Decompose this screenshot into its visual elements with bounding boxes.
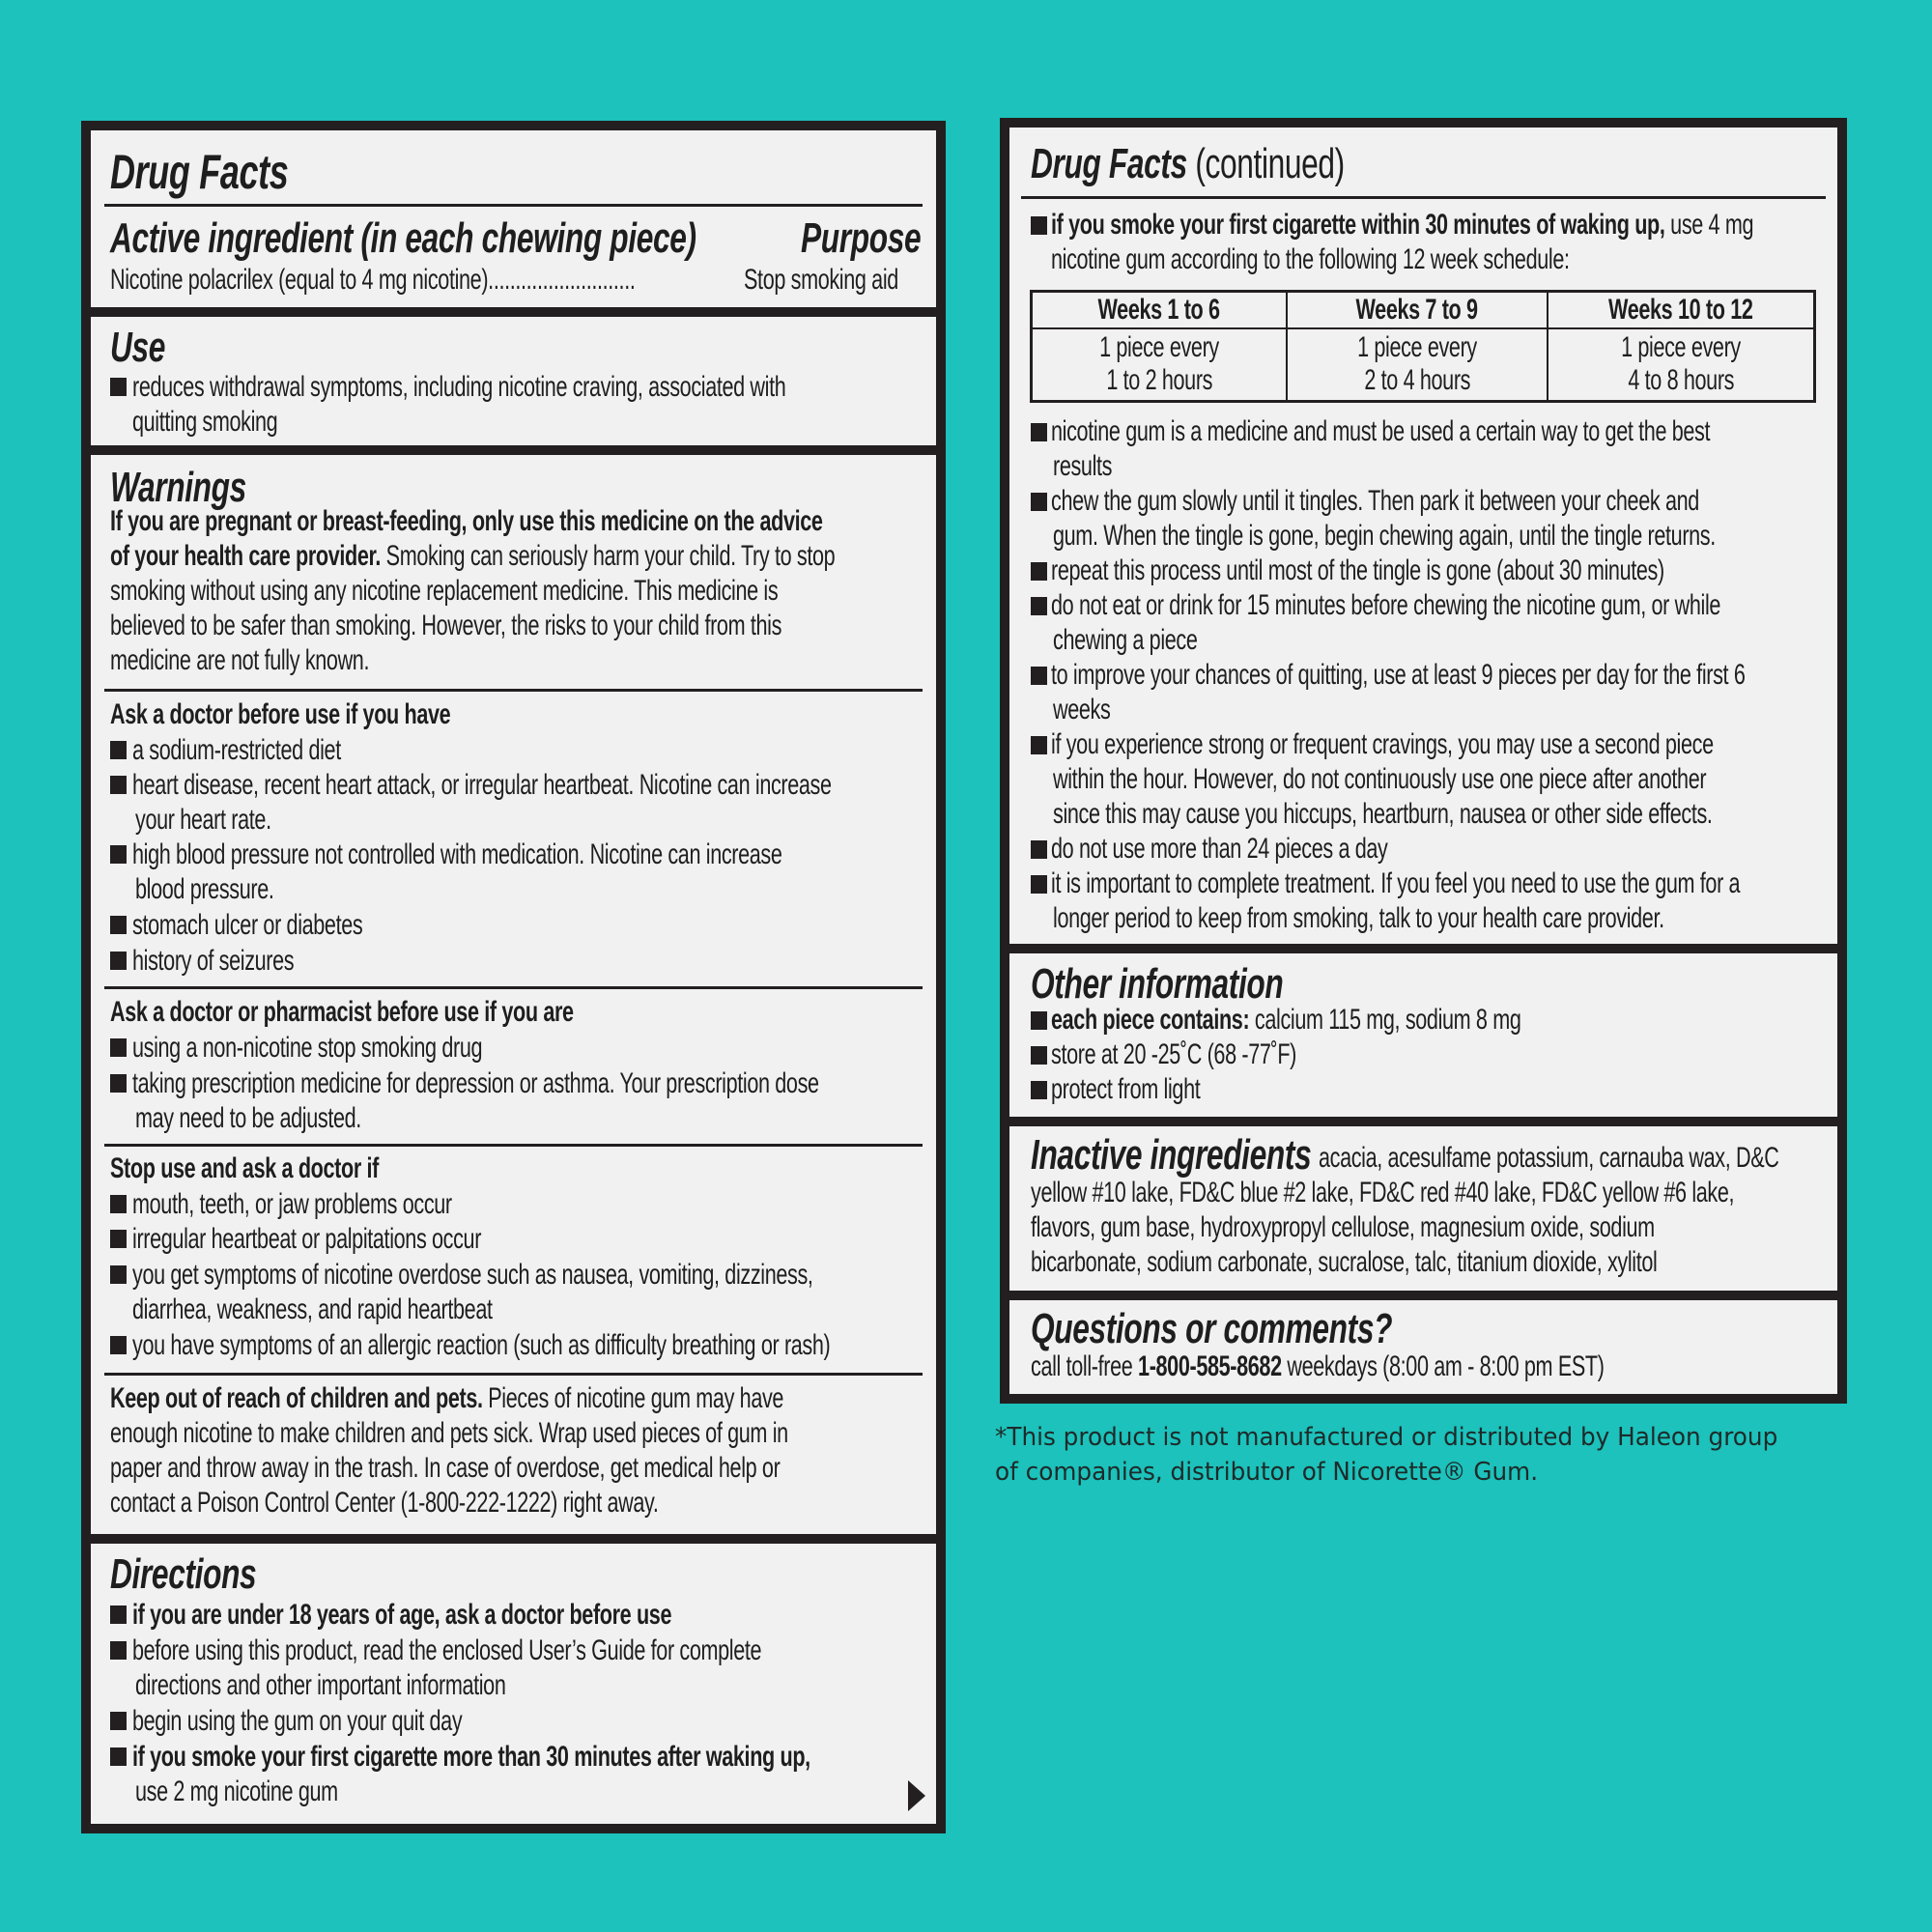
use-item-line: reduces withdrawal symptoms, including nicotine craving, associated with (132, 371, 786, 403)
bullet-icon (110, 378, 127, 396)
bullet-icon (1031, 667, 1047, 685)
schedule-header-cell: Weeks 1 to 6 (1032, 292, 1288, 328)
bullet-icon (1031, 1046, 1047, 1065)
warnings-divider (104, 689, 923, 692)
dot-leader: ........................... (488, 264, 636, 296)
bullet-icon (110, 1038, 127, 1057)
bullet-icon (1031, 875, 1047, 894)
bullet-icon (110, 1712, 127, 1730)
schedule-cell: 1 piece every 4 to 8 hours (1548, 328, 1815, 402)
keep-out-of-reach-rest: Pieces of nicotine gum may have (482, 1382, 784, 1414)
stop-use-item: mouth, teeth, or jaw problems occur (132, 1188, 452, 1220)
questions-section (1009, 1300, 1837, 1394)
dosing-schedule-table (1030, 290, 1816, 403)
active-ingredient-text (110, 266, 635, 295)
disclaimer-footnote (995, 1420, 1777, 1490)
drug-facts-title: Drug Facts (110, 145, 289, 199)
ask-pharmacist-item: may need to be adjusted. (135, 1102, 361, 1134)
bullet-icon (110, 916, 127, 934)
inactive-ingredients-line: acacia, acesulfame potassium, carnauba wax, D&C (1319, 1142, 1779, 1174)
questions-contact-line (1031, 1352, 1605, 1381)
pregnancy-warning-bold: If you are pregnant or breast-feeding, only use this medicine on the advice (110, 505, 823, 537)
bullet-icon (110, 776, 127, 794)
toll-free-label: call toll-free (1031, 1350, 1139, 1382)
active-ingredient-section (91, 130, 936, 307)
ingredient-name: Nicotine polacrilex (equal to 4 mg nicotine) (110, 264, 489, 296)
bullet-icon (1031, 562, 1047, 581)
bullet-icon (110, 1641, 127, 1660)
pregnancy-warning-line: smoking without using any nicotine replacement medicine. This medicine is (110, 575, 779, 607)
title-divider (104, 204, 923, 207)
inactive-ingredients-line: flavors, gum base, hydroxypropyl cellulose, magnesium oxide, sodium (1031, 1211, 1655, 1243)
bullet-icon (110, 1747, 127, 1766)
bullet-icon (1031, 423, 1047, 441)
ask-doctor-item: history of seizures (132, 945, 295, 977)
schedule-intro-line (1051, 211, 1753, 240)
hours-text: weekdays (8:00 am - 8:00 pm EST) (1281, 1350, 1605, 1382)
schedule-row (1032, 328, 1815, 402)
continued-title-suffix: (continued) (1186, 140, 1345, 187)
directions-item: results (1053, 450, 1113, 482)
keep-out-of-reach-line: contact a Poison Control Center (1-800-222-1222) right away. (110, 1487, 659, 1519)
other-information-heading: Other information (1031, 960, 1284, 1008)
pregnancy-warning-bold-2: of your health care provider. (110, 540, 382, 572)
ask-doctor-item: stomach ulcer or diabetes (132, 909, 363, 941)
directions-item: repeat this process until most of the tingle is gone (about 30 minutes) (1051, 554, 1664, 586)
bullet-icon (110, 1074, 127, 1093)
disclaimer-line: of companies, distributor of Nicorette® Gum. (995, 1458, 1539, 1487)
directions-item: to improve your chances of quitting, use at least 9 pieces per day for the first 6 (1051, 659, 1746, 691)
contains-value: calcium 115 mg, sodium 8 mg (1249, 1004, 1521, 1036)
ask-doctor-item: heart disease, recent heart attack, or irregular heartbeat. Nicotine can increase (132, 769, 832, 801)
ask-doctor-item: your heart rate. (135, 804, 271, 836)
inactive-ingredients-line: yellow #10 lake, FD&C blue #2 lake, FD&C red #40 lake, FD&C yellow #6 lake, (1031, 1177, 1735, 1208)
purpose-heading: Purpose (801, 214, 922, 262)
ask-doctor-item: a sodium-restricted diet (132, 734, 341, 766)
stop-use-heading: Stop use and ask a doctor if (110, 1152, 379, 1184)
ask-doctor-item: high blood pressure not controlled with medication. Nicotine can increase (132, 838, 782, 870)
use-section (91, 317, 936, 445)
directions-item: begin using the gum on your quit day (132, 1705, 463, 1737)
questions-heading: Questions or comments? (1031, 1305, 1393, 1352)
directions-section (91, 1544, 936, 1824)
directions-item: it is important to complete treatment. If you feel you need to use the gum for a (1051, 867, 1741, 899)
schedule-intro-rest: use 4 mg (1664, 209, 1754, 241)
directions-item: do not use more than 24 pieces a day (1051, 833, 1388, 865)
use-item-line: quitting smoking (132, 406, 278, 438)
active-ingredient-heading: Active ingredient (in each chewing piece) (110, 214, 696, 262)
directions-item: use 2 mg nicotine gum (135, 1776, 338, 1807)
bullet-icon (110, 952, 127, 970)
keep-out-of-reach-line (110, 1384, 783, 1413)
bullet-icon (1031, 597, 1047, 615)
stop-use-item: you have symptoms of an allergic reaction (such as difficulty breathing or rash) (132, 1329, 831, 1361)
bullet-icon (1031, 1011, 1047, 1030)
directions-item: directions and other important information (135, 1669, 506, 1701)
pregnancy-warning-rest: Smoking can seriously harm your child. Try to stop (381, 540, 836, 572)
schedule-intro-bold: if you smoke your first cigarette within 30 minutes of waking up, (1051, 209, 1665, 241)
directions-heading: Directions (110, 1550, 257, 1598)
drug-facts-continued-title (1031, 140, 1345, 187)
continued-title-bold: Drug Facts (1031, 140, 1187, 187)
directions-item: chew the gum slowly until it tingles. Then park it between your cheek and (1051, 485, 1699, 517)
directions-item: longer period to keep from smoking, talk to your health care provider. (1053, 902, 1664, 934)
bullet-icon (110, 1230, 127, 1248)
phone-number: 1-800-585-8682 (1138, 1350, 1282, 1382)
stop-use-item: you get symptoms of nicotine overdose such as nausea, vomiting, dizziness, (132, 1259, 813, 1291)
use-heading: Use (110, 324, 166, 371)
directions-item: nicotine gum is a medicine and must be used a certain way to get the best (1051, 415, 1711, 447)
purpose-text: Stop smoking aid (744, 264, 898, 296)
bullet-icon (110, 1605, 127, 1624)
title-divider (1021, 196, 1826, 199)
bullet-icon (1031, 493, 1047, 511)
inactive-ingredients-section (1009, 1126, 1837, 1291)
directions-item: since this may cause you hiccups, heartburn, nausea or other side effects. (1053, 798, 1713, 830)
bullet-icon (1031, 840, 1047, 859)
stop-use-item: diarrhea, weakness, and rapid heartbeat (132, 1293, 493, 1325)
directions-item: weeks (1053, 694, 1111, 725)
warnings-heading: Warnings (110, 464, 246, 511)
directions-item: chewing a piece (1053, 624, 1198, 656)
inactive-ingredients-heading: Inactive ingredients (1031, 1131, 1312, 1179)
ask-doctor-heading: Ask a doctor before use if you have (110, 698, 451, 730)
directions-continued-section (1009, 128, 1837, 944)
directions-item: do not eat or drink for 15 minutes before chewing the nicotine gum, or while (1051, 589, 1721, 621)
directions-item: within the hour. However, do not continuously use one piece after another (1053, 763, 1707, 795)
keep-out-of-reach-line: enough nicotine to make children and pets sick. Wrap used pieces of gum in (110, 1417, 788, 1449)
warnings-section (91, 455, 936, 1534)
directions-item: before using this product, read the enclosed User’s Guide for complete (132, 1634, 762, 1666)
bullet-icon (1031, 736, 1047, 754)
contains-label: each piece contains: (1051, 1004, 1250, 1036)
disclaimer-line: *This product is not manufactured or distributed by Haleon group (995, 1423, 1778, 1452)
schedule-header-row (1032, 292, 1815, 328)
bullet-icon (110, 741, 127, 759)
other-information-section (1009, 953, 1837, 1117)
other-info-item: protect from light (1051, 1073, 1201, 1105)
keep-out-of-reach-bold: Keep out of reach of children and pets. (110, 1382, 483, 1414)
schedule-cell: 1 piece every 1 to 2 hours (1032, 328, 1288, 402)
schedule-intro-line: nicotine gum according to the following 12 week schedule: (1051, 243, 1570, 275)
directions-item: if you are under 18 years of age, ask a doctor before use (132, 1599, 672, 1631)
bullet-icon (1031, 1081, 1047, 1099)
ask-pharmacist-item: taking prescription medicine for depression or asthma. Your prescription dose (132, 1067, 819, 1099)
keep-out-of-reach-line: paper and throw away in the trash. In case of overdose, get medical help or (110, 1452, 781, 1484)
stop-use-item: irregular heartbeat or palpitations occur (132, 1223, 482, 1255)
pregnancy-warning-line: medicine are not fully known. (110, 644, 370, 676)
continue-arrow-icon (908, 1780, 925, 1811)
warnings-divider (104, 986, 923, 989)
other-info-item (1051, 1006, 1521, 1035)
directions-item: gum. When the tingle is gone, begin chewing again, until the tingle returns. (1053, 520, 1716, 552)
pregnancy-warning-line: believed to be safer than smoking. However, the risks to your child from this (110, 610, 782, 641)
bullet-icon (110, 1195, 127, 1213)
bullet-icon (110, 845, 127, 864)
bullet-icon (1031, 216, 1047, 235)
bullet-icon (110, 1336, 127, 1354)
ask-pharmacist-item: using a non-nicotine stop smoking drug (132, 1032, 483, 1064)
inactive-ingredients-line: bicarbonate, sodium carbonate, sucralose, talc, titanium dioxide, xylitol (1031, 1246, 1658, 1278)
schedule-header-cell: Weeks 7 to 9 (1287, 292, 1548, 328)
warnings-divider (104, 1144, 923, 1147)
schedule-header-cell: Weeks 10 to 12 (1548, 292, 1815, 328)
schedule-cell: 1 piece every 2 to 4 hours (1287, 328, 1548, 402)
directions-item: if you smoke your first cigarette more than 30 minutes after waking up, (132, 1741, 810, 1773)
directions-item: if you experience strong or frequent cravings, you may use a second piece (1051, 728, 1714, 760)
pregnancy-warning-line (110, 542, 835, 571)
bullet-icon (110, 1265, 127, 1284)
ask-pharmacist-heading: Ask a doctor or pharmacist before use if you are (110, 996, 574, 1028)
ask-doctor-item: blood pressure. (135, 873, 274, 905)
warnings-divider (104, 1373, 923, 1376)
other-info-item: store at 20 -25˚C (68 -77˚F) (1051, 1038, 1297, 1070)
